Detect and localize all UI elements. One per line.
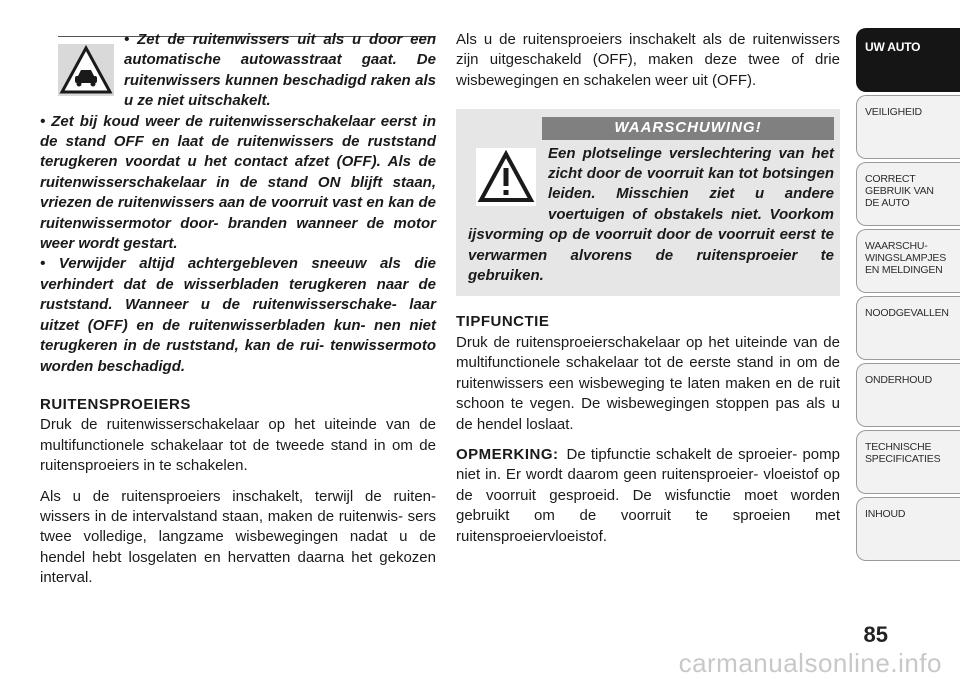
caution-bullet-3: • Verwijder altijd achtergebleven sneeuw als die verhindert dat de wisserbladen terugkeren naar de ruststand. Wanneer u de ruitenwisserschake- laar uitzet (OFF) en de ruitenwisserbladen kun- nen niet terugkeren in de ruststand, kan de rui- tenwissermoto worden beschadigd. bbox=[40, 255, 436, 375]
section-heading-ruitensproeiers: RUITENSPROEIERS bbox=[40, 395, 191, 413]
tab-noodgevallen[interactable]: NOODGEVALLEN bbox=[856, 296, 960, 360]
warning-box bbox=[456, 109, 840, 296]
caution-bullet-2: • Zet bij koud weer de ruitenwisserschakelaar eerst in de stand OFF en laat de ruitenwissers de ruststand terugkeren voordat u het contact afzet (OFF). Als de ruitenwisserschakelaar in de stand ON blijft staan, vriezen de ruitenwissers aan de voorruit vast en kan de ruitenwissermotor door- branden wanneer de motor weer wordt gestart. bbox=[40, 112, 436, 253]
warning-triangle-icon bbox=[476, 148, 536, 206]
tab-veiligheid[interactable]: VEILIGHEID bbox=[856, 95, 960, 159]
tab-correct-gebruik[interactable]: CORRECT GEBRUIK VAN DE AUTO bbox=[856, 162, 960, 226]
paragraph: Als u de ruitensproeiers inschakelt, terwijl de ruiten- wissers in de intervalstand staan, maken de ruitenwis- sers twee volledige, langzame wisbewegingen nadat u de hendel hebt losgelaten en hervatten daarna het gekozen interval. bbox=[40, 487, 436, 587]
paragraph: Als u de ruitensproeiers inschakelt als de ruitenwissers zijn uitgeschakeld (OFF), maken deze twee of drie wisbewegingen en schakelen weer uit (OFF). bbox=[456, 31, 840, 89]
tab-uw-auto[interactable]: UW AUTO bbox=[856, 28, 960, 92]
note-paragraph bbox=[456, 445, 840, 547]
tab-onderhoud[interactable]: ONDERHOUD bbox=[856, 363, 960, 427]
paragraph: Druk de ruitensproeierschakelaar op het uiteinde van de multifunctionele schakelaar tot de eerste stand in om de ruitenwissers een wisbeweging te laten maken en de ruit schoon te vegen. De wisbewegingen stoppen pas als u de hendel loslaat. bbox=[456, 333, 840, 433]
tab-inhoud[interactable]: INHOUD bbox=[856, 497, 960, 561]
tab-waarschuwingslampjes[interactable]: WAARSCHU- WINGSLAMPJES EN MELDINGEN bbox=[856, 229, 960, 293]
chapter-tabs bbox=[856, 28, 960, 564]
left-column bbox=[40, 30, 436, 589]
car-caution-icon bbox=[58, 44, 114, 96]
warning-title: WAARSCHUWING! bbox=[542, 117, 834, 139]
warning-text: Een plotselinge verslechtering van het zicht door de voorruit kan tot botsingen leiden. Misschien ziet u andere voertuigen of obstakels niet. Voorkom ijsvorming op de voorruit door de voorruit eerst te verwarmen alvorens de ruitensproeier te gebruiken. bbox=[468, 144, 834, 285]
watermark: carmanualsonline.info bbox=[678, 648, 942, 678]
note-label: OPMERKING: bbox=[456, 445, 559, 463]
right-column bbox=[456, 30, 840, 547]
paragraph: Druk de ruitenwisserschakelaar op het uiteinde van de multifunctionele schakelaar tot de tweede stand in om de ruitensproeiers in te schakelen. bbox=[40, 416, 436, 475]
note-text: De tipfunctie schakelt de sproeier- pomp niet in. Er wordt daarom geen ruitensproeier- vloeistof op de voorruit gesproeid. De wisfunctie moet worden gebruikt om de voorruit te sproeien met ruitensproeiervloeistof. bbox=[456, 445, 840, 545]
section-heading-tipfunctie: TIPFUNCTIE bbox=[456, 313, 550, 331]
page-number: 85 bbox=[863, 622, 888, 647]
caution-bullet-1: • Zet de ruitenwissers uit als u door een automatische autowasstraat gaat. De ruitenwissers kunnen beschadigd raken als u ze niet uitschakelt. bbox=[124, 31, 436, 110]
tab-technische-specificaties[interactable]: TECHNISCHE SPECIFICATIES bbox=[856, 430, 960, 494]
